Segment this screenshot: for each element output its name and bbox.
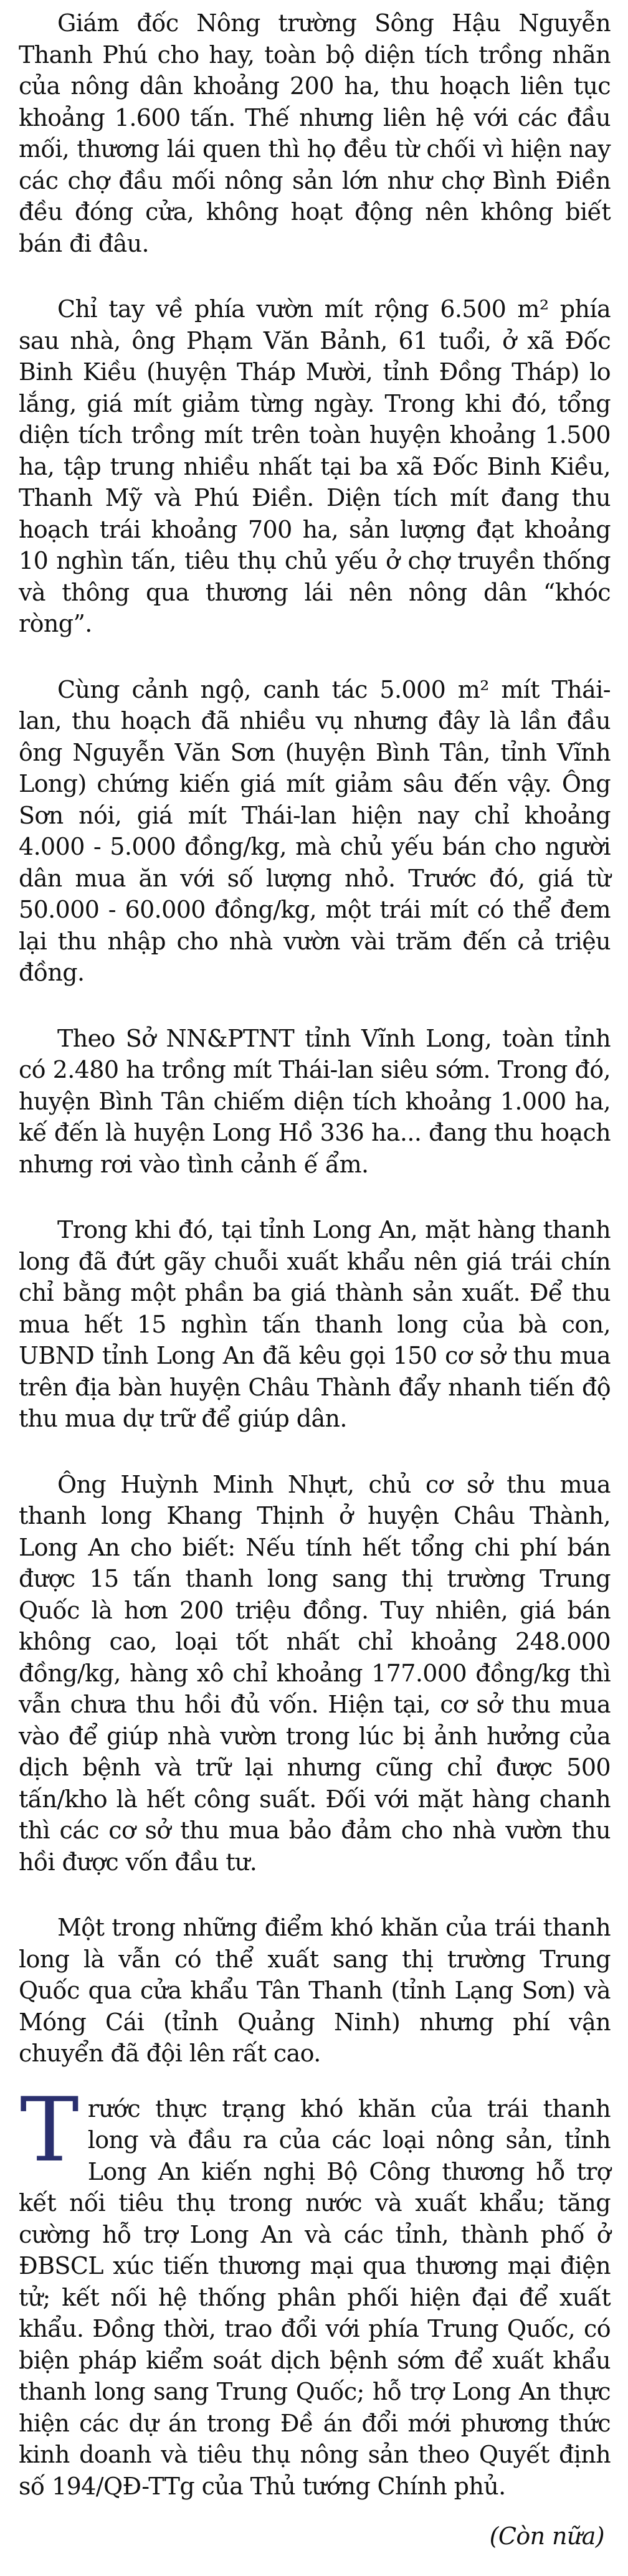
final-paragraph xyxy=(19,2078,611,2502)
continued-note: (Còn nữa) xyxy=(489,2522,604,2550)
paragraph-5: Trong khi đó, tại tỉnh Long An, mặt hàng thanh long đã đứt gãy chuỗi xuất khẩu nên giá trái chín chỉ bằng một phần ba giá thành sản xuất. Để thu mua hết 15 nghìn tấn thanh long của bà con, UBND tỉnh Long An đã kêu gọi 150 cơ sở thu mua trên địa bàn huyện Châu Thành đẩy nhanh tiến độ thu mua dự trữ để giúp dân. xyxy=(19,1216,611,1432)
paragraph-4: Theo Sở NN&PTNT tỉnh Vĩnh Long, toàn tỉnh có 2.480 ha trồng mít Thái-lan siêu sớm. Trong đó, huyện Bình Tân chiếm diện tích khoảng 1.000 ha, kế đến là huyện Long Hồ 336 ha... đang thu hoạch nhưng rơi vào tình cảnh ế ẩm. xyxy=(19,1024,611,1178)
article-body xyxy=(19,7,611,2576)
final-paragraph-text: rước thực trạng khó khăn của trái thanh long và đầu ra của các loại nông sản, tỉnh Long An kiến nghị Bộ Công thương hỗ trợ kết nối tiêu thụ trong nước và xuất khẩu; tăng cường hỗ trợ Long An và các tỉnh, thành phố ở ĐBSCL xúc tiến thương mại qua thương mại điện tử; kết nối hệ thống phân phối hiện đại để xuất khẩu. Đồng thời, trao đổi với phía Trung Quốc, có biện pháp kiểm soát dịch bệnh sớm để xuất khẩu thanh long sang Trung Quốc; hỗ trợ Long An thực hiện các dự án trong Đề án đổi mới phương thức kinh doanh và tiêu thụ nông sản theo Quyết định số 194/QĐ-TTg của Thủ tướng Chính phủ. xyxy=(19,2094,611,2500)
paragraph-3: Cùng cảnh ngộ, canh tác 5.000 m² mít Thái-lan, thu hoạch đã nhiều vụ nhưng đây là lần đầu ông Nguyễn Văn Sơn (huyện Bình Tân, tỉnh Vĩnh Long) chứng kiến giá mít giảm sâu đến vậy. Ông Sơn nói, giá mít Thái-lan hiện nay chỉ khoảng 4.000 - 5.000 đồng/kg, mà chủ yếu bán cho người dân mua ăn với số lượng nhỏ. Trước đó, giá từ 50.000 - 60.000 đồng/kg, một trái mít có thể đem lại thu nhập cho nhà vườn vài trăm đến cả triệu đồng. xyxy=(19,675,611,986)
paragraph-6: Ông Huỳnh Minh Nhựt, chủ cơ sở thu mua thanh long Khang Thịnh ở huyện Châu Thành, Long An cho biết: Nếu tính hết tổng chi phí bán được 15 tấn thanh long sang thị trường Trung Quốc là hơn 200 triệu đồng. Tuy nhiên, giá bán không cao, loại tốt nhất chỉ khoảng 248.000 đồng/kg, hàng xô chỉ khoảng 177.000 đồng/kg thì vẫn chưa thu hồi đủ vốn. Hiện tại, cơ sở thu mua vào để giúp nhà vườn trong lúc bị ảnh hưởng của dịch bệnh và trữ lại nhưng cũng chỉ được 500 tấn/kho là hết công suất. Đối với mặt hàng chanh thì các cơ sở thu mua bảo đảm cho nhà vườn thu hồi được vốn đầu tư. xyxy=(19,1470,611,1876)
paragraph-2: Chỉ tay về phía vườn mít rộng 6.500 m² phía sau nhà, ông Phạm Văn Bảnh, 61 tuổi, ở xã Đốc Binh Kiều (huyện Tháp Mười, tỉnh Đồng Tháp) lo lắng, giá mít giảm từng ngày. Trong khi đó, tổng diện tích trồng mít trên toàn huyện khoảng 1.500 ha, tập trung nhiều nhất tại ba xã Đốc Binh Kiều, Thanh Mỹ và Phú Điền. Diện tích mít đang thu hoạch trái khoảng 700 ha, sản lượng đạt khoảng 10 nghìn tấn, tiêu thụ chủ yếu ở chợ truyền thống và thông qua thương lái nên nông dân “khóc ròng”. xyxy=(19,295,611,637)
drop-cap: T xyxy=(20,2078,79,2182)
paragraph-7: Một trong những điểm khó khăn của trái thanh long là vẫn có thể xuất sang thị trường Trung Quốc qua cửa khẩu Tân Thanh (tỉnh Lạng Sơn) và Móng Cái (tỉnh Quảng Ninh) nhưng phí vận chuyển đã đội lên rất cao. xyxy=(19,1914,611,2067)
paragraph-1: Giám đốc Nông trường Sông Hậu Nguyễn Thanh Phú cho hay, toàn bộ diện tích trồng nhãn của nông dân khoảng 200 ha, thu hoạch liên tục khoảng 1.600 tấn. Thế nhưng liên hệ với các đầu mối, thương lái quen thì họ đều từ chối vì hiện nay các chợ đầu mối nông sản lớn như chợ Bình Điền đều đóng cửa, không hoạt động nên không biết bán đi đâu. xyxy=(19,9,611,257)
